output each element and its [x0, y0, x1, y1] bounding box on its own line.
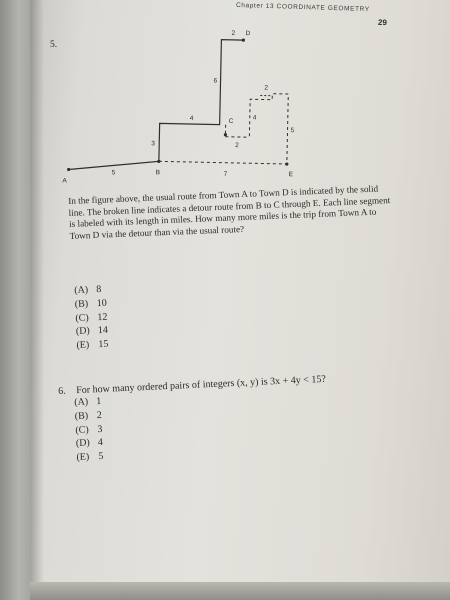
label-segment-be: 7: [223, 170, 228, 178]
label-town-e: E: [288, 171, 294, 179]
chapter-header: Chapter 13 COORDINATE GEOMETRY: [235, 1, 370, 14]
choice-value: 1: [96, 395, 102, 408]
choice-letter: (A): [74, 396, 89, 408]
label-segment-ab: 5: [111, 169, 116, 177]
town-c-point: [224, 133, 227, 136]
label-town-a: A: [62, 177, 67, 185]
label-segment-mid-4: 4: [252, 114, 257, 122]
town-b-point: [157, 160, 160, 163]
choice-letter: (C): [75, 424, 89, 436]
choice-letter: (D): [75, 437, 91, 450]
label-town-b: B: [155, 169, 161, 177]
label-town-c: C: [228, 117, 234, 125]
question-6-number: 6.: [58, 385, 66, 397]
choice-value: 10: [96, 297, 108, 309]
choice-5d[interactable]: [76, 324, 109, 339]
route-figure: [58, 19, 322, 194]
choice-letter: (B): [74, 410, 89, 422]
choice-5e[interactable]: [76, 338, 109, 353]
choice-value: 15: [98, 338, 109, 351]
choice-5c[interactable]: [75, 310, 108, 325]
choice-6b[interactable]: [75, 409, 103, 424]
choice-letter: (E): [76, 451, 90, 464]
town-a-point: [67, 168, 70, 171]
question-5-number: 5.: [50, 40, 58, 50]
question-6-text: For how many ordered pairs of integers (x, y) is 3x + 4y < 15?: [75, 373, 327, 397]
route-diagram: [58, 19, 322, 194]
choice-letter: (D): [75, 325, 91, 338]
detour-route-broken-line: [159, 91, 288, 164]
question-5-text: In the figure above, the usual route from Town A to Town D is indicated by the solid line. The broken line indicates a detour route from B to C through E. Each line segment is labeled with its length in miles. How many more miles is the trip from Town A to Town D via the detour than via the usual route?: [68, 183, 391, 241]
choice-letter: (E): [76, 339, 90, 352]
choice-letter: (C): [75, 312, 89, 324]
question-6-choices: [74, 395, 104, 465]
choice-value: 12: [97, 311, 108, 323]
page-number: 29: [377, 17, 388, 28]
page-bottom-edge: [30, 582, 450, 600]
choice-letter: (A): [74, 284, 89, 296]
label-segment-up-6: 6: [213, 77, 218, 85]
choice-value: 8: [96, 283, 102, 296]
choice-6a[interactable]: [74, 395, 102, 410]
label-segment-top-2: 2: [231, 29, 236, 37]
previous-page-edge: [0, 0, 34, 600]
label-segment-c-2: 2: [235, 141, 239, 150]
choice-letter: (B): [74, 298, 89, 310]
question-5-choices: [74, 283, 109, 353]
label-segment-d-2: 2: [264, 84, 269, 92]
choice-6e[interactable]: [76, 450, 104, 465]
choice-6c[interactable]: [75, 422, 103, 437]
choice-value: 5: [98, 451, 104, 463]
choice-value: 2: [96, 409, 103, 421]
choice-5a[interactable]: [74, 283, 107, 298]
label-segment-e-up-5: 5: [290, 127, 295, 135]
choice-value: 4: [97, 437, 104, 449]
gutter-shadow: [30, 0, 44, 600]
detour-lower-broken-line: [225, 125, 249, 137]
label-segment-up-3: 3: [151, 140, 155, 148]
town-e-point: [285, 162, 288, 165]
choice-value: 14: [97, 325, 109, 337]
label-town-d: D: [245, 30, 251, 38]
choice-5b[interactable]: [75, 297, 108, 312]
town-d-point: [242, 38, 245, 41]
choice-6d[interactable]: [76, 436, 104, 451]
label-segment-right-4: 4: [189, 114, 194, 123]
usual-route-solid-line: [69, 37, 244, 177]
choice-value: 3: [97, 423, 103, 435]
